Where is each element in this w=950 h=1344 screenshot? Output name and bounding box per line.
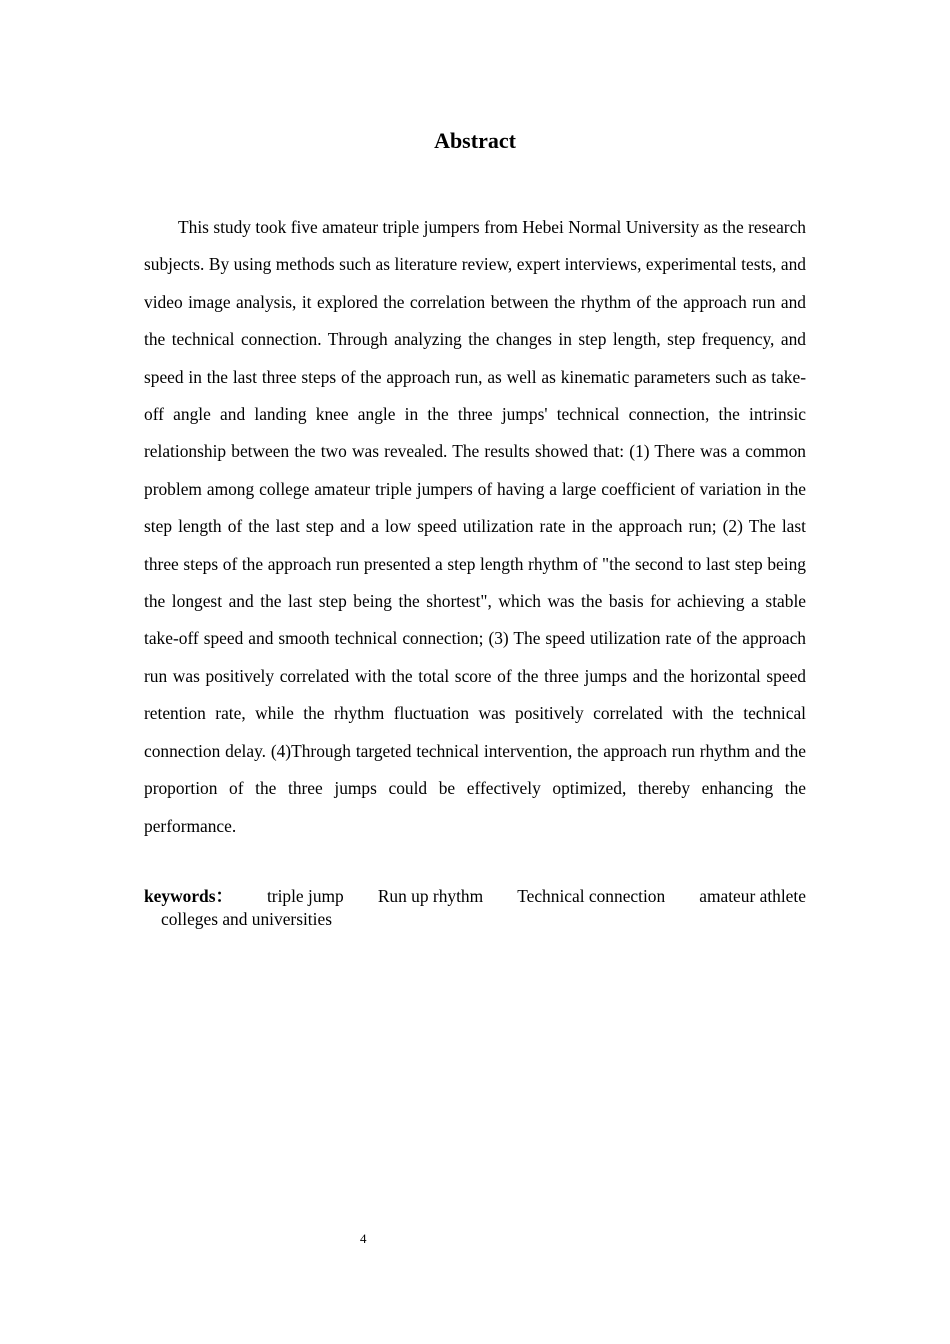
keywords-section bbox=[144, 885, 806, 931]
keyword-item: amateur athlete bbox=[699, 886, 806, 906]
page-number: 4 bbox=[360, 1231, 367, 1246]
abstract-body: This study took five amateur triple jumpers from Hebei Normal University as the research subjects. By using methods such as literature review, expert interviews, experimental tests, and video image analysis, it explored the correlation between the rhythm of the approach run and the technical connection. Through analyzing the changes in step length, step frequency, and speed in the last three steps of the approach run, as well as kinematic parameters such as take-off angle and landing knee angle in the three jumps' technical connection, the intrinsic relationship between the two was revealed. The results showed that: (1) There was a common problem among college amateur triple jumpers of having a large coefficient of variation in the step length of the last step and a low speed utilization rate in the approach run; (2) The last three steps of the approach run presented a step length rhythm of "the second to last step being the longest and the last step being the shortest", which was the basis for achieving a stable take-off speed and smooth technical connection; (3) The speed utilization rate of the approach run was positively correlated with the total score of the three jumps and the horizontal speed retention rate, while the rhythm fluctuation was positively correlated with the technical connection delay. (4)Through targeted technical intervention, the approach run rhythm and the proportion of the three jumps could be effectively optimized, thereby enhancing the performance. bbox=[144, 217, 806, 836]
abstract-title: Abstract bbox=[434, 128, 516, 153]
keyword-item: Technical connection bbox=[517, 886, 666, 906]
keywords-line bbox=[144, 885, 806, 908]
keyword-item: Run up rhythm bbox=[377, 886, 484, 906]
keyword-item: triple jump bbox=[266, 886, 344, 906]
keywords-continuation bbox=[144, 908, 806, 931]
keywords-label: keywords： bbox=[144, 886, 233, 906]
keyword-item: colleges and universities bbox=[161, 909, 332, 929]
